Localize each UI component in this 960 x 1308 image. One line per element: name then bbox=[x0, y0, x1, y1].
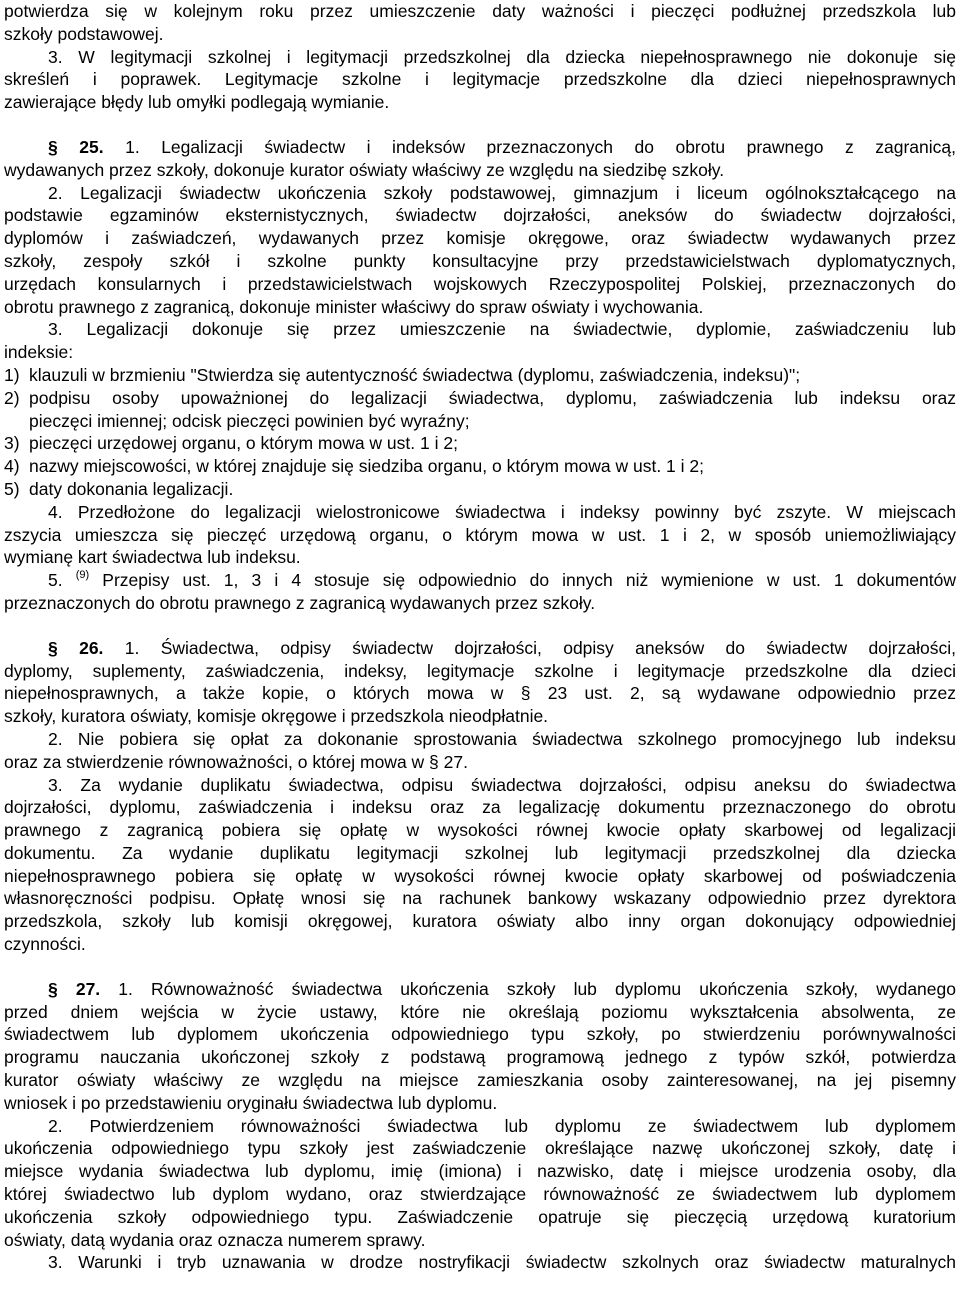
text-line: przeznaczonych do obrotu prawnego z zagranicą wydawanych przez szkoły. bbox=[4, 592, 596, 613]
section-26-paragraph-2 bbox=[4, 728, 956, 774]
text-line bbox=[4, 637, 956, 660]
section-26-paragraph-1 bbox=[4, 637, 956, 728]
list-item bbox=[4, 387, 956, 433]
text-line: daty dokonania legalizacji. bbox=[29, 478, 234, 499]
text-line: oraz za stwierdzenie równoważności, o której mowa w § 27. bbox=[4, 751, 468, 772]
text-line: potwierdza się w kolejnym roku przez umieszczenie daty ważności i pieczęci podłużnej przedszkola lub bbox=[4, 1, 956, 21]
text-line: 3. Warunki i tryb uznawania w drodze nostryfikacji świadectw szkolnych oraz świadectw maturalnych bbox=[48, 1252, 956, 1273]
list-item-text bbox=[29, 387, 956, 433]
paragraph-number: 5. bbox=[48, 570, 63, 591]
text-line: 3. W legitymacji szkolnej i legitymacji przedszkolnej dla dziecka niepełnosprawnego nie dokonuje się bbox=[48, 46, 956, 67]
text-span: 1. Świadectwa, odpisy świadectw dojrzałości, odpisy aneksów do świadectw dojrzałości, bbox=[124, 637, 956, 658]
list-item-text bbox=[29, 478, 956, 501]
text-line: klauzuli w brzmieniu "Stwierdza się autentyczność świadectwa (dyplomu, zaświadczenia, indeksu)"; bbox=[29, 364, 801, 385]
list-item-number: 4) bbox=[4, 456, 20, 477]
section-27-paragraph-2 bbox=[4, 1115, 956, 1252]
text-line: programu nauczania ukończonej szkoły z podstawą programową jednego z typów szkół, potwierdza bbox=[4, 1047, 956, 1068]
text-line: podstawie egzaminów eksternistycznych, świadectw dojrzałości, aneksów do świadectw dojrzałości, bbox=[4, 205, 956, 226]
text-line: ukończenia odpowiedniego typu szkoły jest zaświadczenie określające nazwę ukończonej szkoły, datę i bbox=[4, 1138, 956, 1159]
text-line: 2. Legalizacji świadectw ukończenia szkoły podstawowej, gimnazjum i liceum ogólnokształcącego na bbox=[48, 182, 956, 203]
text-line: której świadectwo lub dyplom wydano, oraz stwierdzające równoważność ze świadectwem lub dyplomem bbox=[4, 1184, 956, 1205]
text-line: niepełnosprawnego pobiera się opłatę w wysokości równej kwocie opłaty skarbowej od poświadczenia bbox=[4, 865, 956, 886]
text-line: pieczęci urzędowej organu, o którym mowa w ust. 1 i 2; bbox=[29, 433, 458, 454]
text-line: podpisu osoby upoważnionej do legalizacji świadectwa, dyplomu, zaświadczenia lub indeksu oraz bbox=[29, 387, 956, 408]
text-line: kurator oświaty właściwy ze względu na miejsce zamieszkania osoby zainteresowanej, na jej pisemny bbox=[4, 1070, 956, 1091]
text-line: pieczęci imiennej; odcisk pieczęci powinien być wyraźny; bbox=[29, 410, 470, 431]
text-line: obrotu prawnego z zagranicą, dokonuje minister właściwy do spraw oświaty i wychowania. bbox=[4, 296, 704, 317]
text-line: dokumentu. Za wydanie duplikatu legitymacji szkolnej lub legitymacji przedszkolnej dla dziecka bbox=[4, 842, 956, 863]
section-25-paragraph-5 bbox=[4, 569, 956, 592]
list-item-number: 3) bbox=[4, 433, 20, 454]
text-line: wymianę kart świadectwa lub indeksu. bbox=[4, 547, 301, 568]
text-line: zszycia umieszcza się pieczęć urzędową organu, o którym mowa w ust. 1 i 2, w sposób uniemożliwiający bbox=[4, 524, 956, 545]
text-line: szkoły, zespoły szkół i szkolne punkty konsultacyjne przy przedstawicielstwach dyplomatycznych, bbox=[4, 250, 956, 271]
text-line: zawierające błędy lub omyłki podlegają wymianie. bbox=[4, 92, 390, 113]
text-line: 3. Za wydanie duplikatu świadectwa, odpisu świadectwa dojrzałości, odpisu aneksu do świadectwa bbox=[48, 774, 956, 795]
section-27-paragraph-1 bbox=[4, 978, 956, 1115]
list-item-number: 2) bbox=[4, 387, 20, 408]
text-line: dojrzałości, dyplomu, zaświadczenia i indeksu oraz za legalizację dokumentu przeznaczonego do obrotu bbox=[4, 797, 956, 818]
text-line: wydawanych przez szkoły, dokonuje kurator oświaty właściwy ze względu na siedzibę szkoły. bbox=[4, 159, 725, 180]
text-line: własnoręczności podpisu. Opłatę wnosi się na rachunek bankowy wskazany odpowiednio przez dyrektora bbox=[4, 888, 956, 909]
list-item-text bbox=[29, 455, 956, 478]
text-span: Przepisy ust. 1, 3 i 4 stosuje się odpowiednio do innych niż wymienione w ust. 1 dokumentów bbox=[102, 570, 956, 591]
section-sign: § bbox=[48, 136, 58, 157]
text-line: oświaty, datą wydania oraz oznacza numerem sprawy. bbox=[4, 1229, 426, 1250]
text-line: miejsce wydania świadectwa lub dyplomu, imię (imiona) i nazwisko, datę i miejsce urodzenia osoby, dla bbox=[4, 1161, 956, 1182]
section-26-paragraph-3 bbox=[4, 774, 956, 956]
section-number: 26. bbox=[79, 637, 104, 658]
section-25-paragraph-1 bbox=[4, 136, 956, 159]
list-item-text bbox=[29, 364, 956, 387]
text-line bbox=[4, 978, 956, 1001]
text-line: przedszkola, szkoły lub komisji okręgowej, kuratora oświaty albo inny organ dokonujący odpowiedniej bbox=[4, 911, 956, 932]
footnote-marker: (9) bbox=[75, 569, 90, 582]
text-line: szkoły, kuratora oświaty, komisje okręgowe i przedszkola nieodpłatnie. bbox=[4, 706, 549, 727]
list-item bbox=[4, 478, 956, 501]
list-item bbox=[4, 364, 956, 387]
text-line: indeksie: bbox=[4, 342, 74, 363]
list-item-text bbox=[29, 432, 956, 455]
section-sign: § bbox=[48, 637, 58, 658]
text-line: wniosek i po przedstawieniu oryginału świadectwa lub dyplomu. bbox=[4, 1092, 498, 1113]
text-line: 3. Legalizacji dokonuje się przez umieszczenie na świadectwie, dyplomie, zaświadczeniu lub bbox=[48, 319, 956, 340]
text-line: świadectwem lub dyplomem ukończenia odpowiedniego typu szkoły, po stwierdzeniu porównywalności bbox=[4, 1024, 956, 1045]
text-line: prawnego z zagranicą pobiera się opłatę w wysokości równej kwocie opłaty skarbowej od legalizacji bbox=[4, 820, 956, 841]
text-line: szkoły podstawowej. bbox=[4, 23, 164, 44]
text-line: przed dniem wejścia w życie ustawy, które nie określają poziomu wykształcenia absolwenta, ze bbox=[4, 1001, 956, 1022]
enumerated-list bbox=[4, 364, 956, 501]
text-line: urzędach konsularnych i przedstawicielstwach wojskowych Rzeczypospolitej Polskiej, przeznaczonych do bbox=[4, 273, 956, 294]
section-number: 25. bbox=[79, 136, 104, 157]
list-item bbox=[4, 432, 956, 455]
text-line: skreśleń i poprawek. Legitymacje szkolne i legitymacje przedszkolne dla dzieci niepełnosprawnych bbox=[4, 69, 956, 90]
section-sign: § bbox=[48, 978, 58, 999]
section-number: 27. bbox=[75, 978, 101, 999]
text-line: czynności. bbox=[4, 934, 86, 955]
text-line: ukończenia szkoły odpowiedniego typu. Zaświadczenie opatruje się pieczęcią urzędową kuratorium bbox=[4, 1206, 956, 1227]
text-line: 2. Potwierdzeniem równoważności świadectwa lub dyplomu ze świadectwem lub dyplomem bbox=[48, 1115, 956, 1136]
section-25-paragraph-2 bbox=[4, 182, 956, 319]
text-line: dyplomów i zaświadczeń, wydawanych przez komisje okręgowe, oraz świadectw wydawanych przez bbox=[4, 228, 956, 249]
text-span: 1. Równoważność świadectwa ukończenia szkoły lub dyplomu ukończenia szkoły, wydanego bbox=[118, 978, 956, 999]
text-span: 1. Legalizacji świadectw i indeksów przeznaczonych do obrotu prawnego z zagranicą, bbox=[125, 136, 956, 157]
list-item-number: 5) bbox=[4, 478, 20, 499]
text-line: 4. Przedłożone do legalizacji wielostronicowe świadectwa i indeksy powinny być zszyte. W miejscach bbox=[48, 501, 956, 522]
text-line: dyplomy, suplementy, zaświadczenia, indeksy, legitymacje szkolne i legitymacje przedszkolne dla dzieci bbox=[4, 660, 956, 681]
list-item bbox=[4, 455, 956, 478]
list-item-number: 1) bbox=[4, 364, 20, 385]
text-line: nazwy miejscowości, w której znajduje się siedziba organu, o którym mowa w ust. 1 i 2; bbox=[29, 456, 704, 477]
text-line: niepełnosprawnych, a także kopie, o których mowa w § 23 ust. 2, są wydawane odpowiednio przez bbox=[4, 683, 956, 704]
text-line: 2. Nie pobiera się opłat za dokonanie sprostowania świadectwa szkolnego promocyjnego lub indeksu bbox=[48, 728, 956, 749]
